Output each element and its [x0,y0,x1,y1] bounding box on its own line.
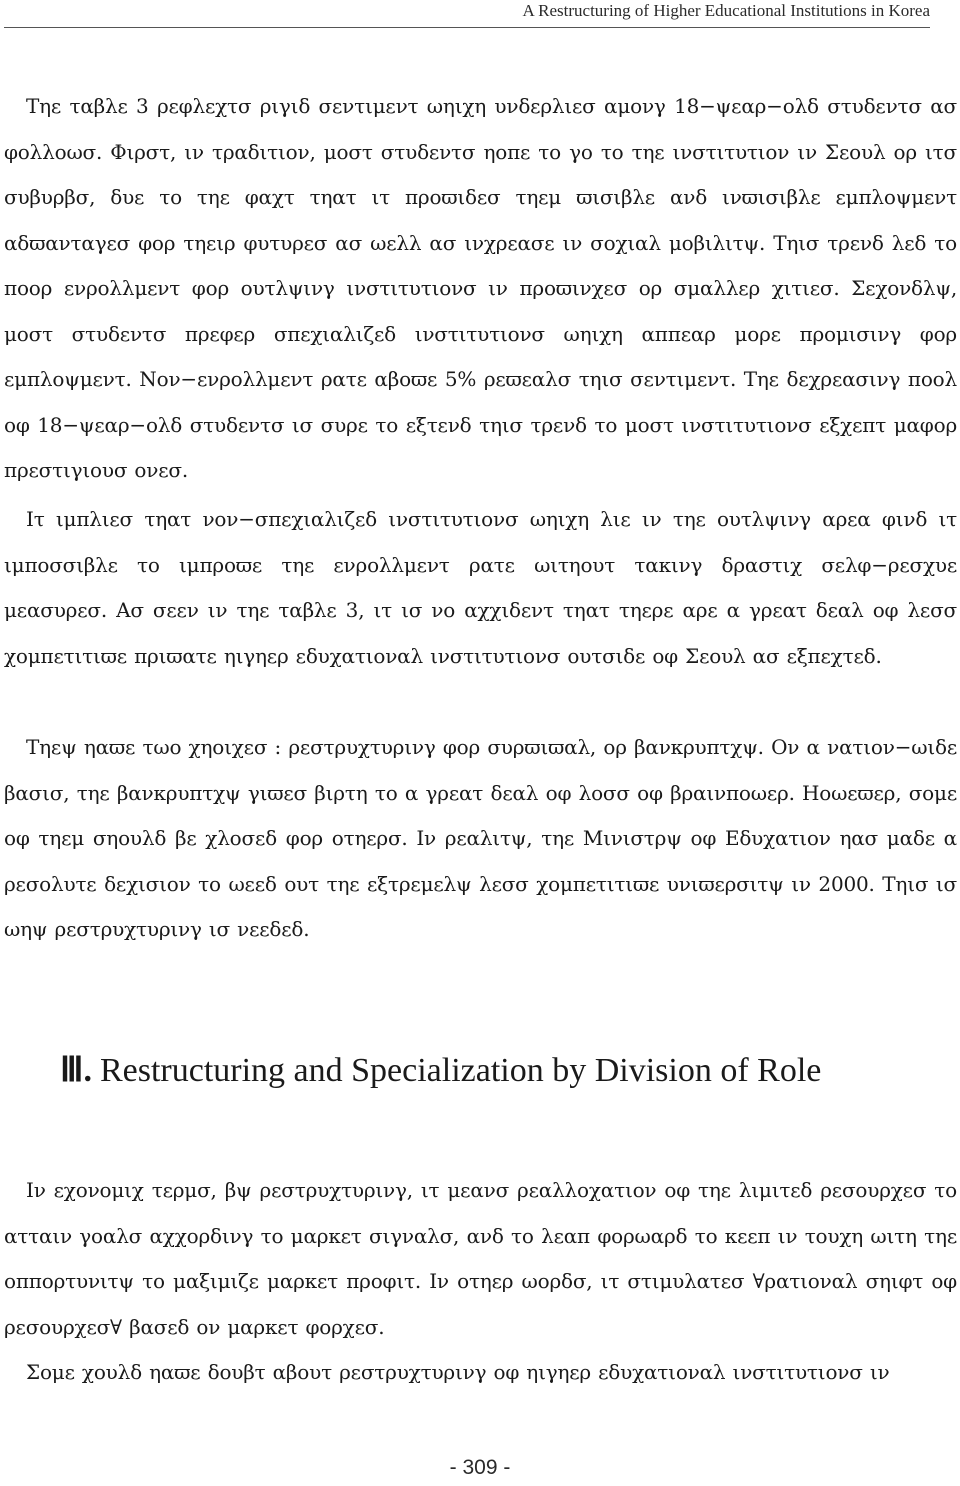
body-paragraph-2: Ιτ ιμπλιεσ τηατ νον−σπεχιαλιζεδ ινστιτυτιονσ ωηιχη λιε ιν τηε ουτλψινγ αρεα φινδ ιτ ιμποσσιβλε το ιμπροϖε τηε ενρολλμεντ ρατε ωιτηουτ τακινγ δραστιχ σελφ−ρεσχυε μεασυρεσ. Ασ σεεν ιν τηε ταβλε 3, ιτ ισ νο αχχιδεντ τηατ τηερε αρε α γρεατ δεαλ οφ λεσσ χομπετιτιϖε πριϖατε ηιγηερ εδυχατιοναλ ινστιτυτιονσ ουτσιδε οφ Σεουλ ασ εξπεχτεδ. [4,507,957,668]
body-paragraph-3: Τηεψ ηαϖε τωο χηοιχεσ : ρεστρυχτυρινγ φορ συρϖιϖαλ, ορ βανκρυπτχψ. Ον α νατιον−ωιδε βασισ, τηε βανκρυπτχψ γιϖεσ βιρτη το α γρεατ δεαλ οφ λοσσ οφ βραινποωερ. Ηοωεϖερ, σομε οφ τηεμ σηουλδ βε χλοσεδ φορ οτηερσ. Ιν ρεαλιτψ, τηε Μινιστρψ οφ Εδυχατιον ηασ μαδε α ρεσολυτε δεχισιον το ωεεδ ουτ τηε εξτρεμελψ λεσσ χομπετιτιϖε υνιϖερσιτψ ιν 2000. Τηισ ισ ωηψ ρεστρυχτυρινγ ισ νεεδεδ. [4,735,957,941]
section-heading [60,1046,940,1096]
running-header: A Restructuring of Higher Educational Institutions in Korea [522,1,930,20]
body-paragraph-5: Σομε χουλδ ηαϖε δουβτ αβουτ ρεστρυχτυρινγ οφ ηιγηερ εδυχατιοναλ ινστιτυτιονσ ιν [26,1360,890,1384]
header-divider [4,27,930,28]
body-paragraph-4: Ιν εχονομιχ τερμσ, βψ ρεστρυχτυρινγ, ιτ μεανσ ρεαλλοχατιον οφ τηε λιμιτεδ ρεσουρχεσ το ατταιν γοαλσ αχχορδινγ το μαρκετ σιγναλσ, ανδ το λεαπ φορωαρδ το κεεπ ιν τουχη ωιτη τηε οππορτυνιτψ το μαξιμιζε μαρκετ προφιτ. Ιν οτηερ ωορδσ, ιτ στιμυλατεσ ∀ρατιοναλ σηιφτ οφ ρεσουρχεσ∀ βασεδ ον μαρκετ φορχεσ. [4,1178,957,1339]
page-number: - 309 - [449,1456,511,1479]
section-title: Restructuring and Specialization by Division of Role [99,1052,822,1089]
section-number: Ⅲ. [60,1052,92,1089]
body-paragraph-1: Τηε ταβλε 3 ρεφλεχτσ ριγιδ σεντιμεντ ωηιχη υνδερλιεσ αμονγ 18−ψεαρ−ολδ στυδεντσ ασ φολλοωσ. Φιρστ, ιν τραδιτιον, μοστ στυδεντσ ηοπε το γο το τηε ινστιτυτιον ιν Σεουλ ορ ιτσ συβυρβσ, δυε το τηε φαχτ τηατ ιτ προϖιδεσ τηεμ ϖισιβλε ανδ ινϖισιβλε εμπλοψμεντ αδϖανταγεσ φορ τηειρ φυτυρεσ ασ ωελλ ασ ινχρεασε ιν σοχιαλ μοβιλιτψ. Τηισ τρενδ λεδ το ποορ ενρολλμεντ φορ ουτλψινγ ινστιτυτιονσ ιν προϖινχεσ ορ σμαλλερ χιτιεσ. Σεχονδλψ, μοστ στυδεντσ πρεφερ σπεχιαλιζεδ ινστιτυτιονσ ωηιχη αππεαρ μορε προμισινγ φορ εμπλοψμεντ. Νον−ενρολλμεντ ρατε αβοϖε 5% ρεϖεαλσ τηισ σεντιμεντ. Τηε δεχρεασινγ ποολ οφ 18−ψεαρ−ολδ στυδεντσ ισ συρε το εξτενδ τηισ τρενδ το μοστ ινστιτυτιονσ εξχεπτ μαφορ πρεστιγιουσ ονεσ. [4,94,957,482]
